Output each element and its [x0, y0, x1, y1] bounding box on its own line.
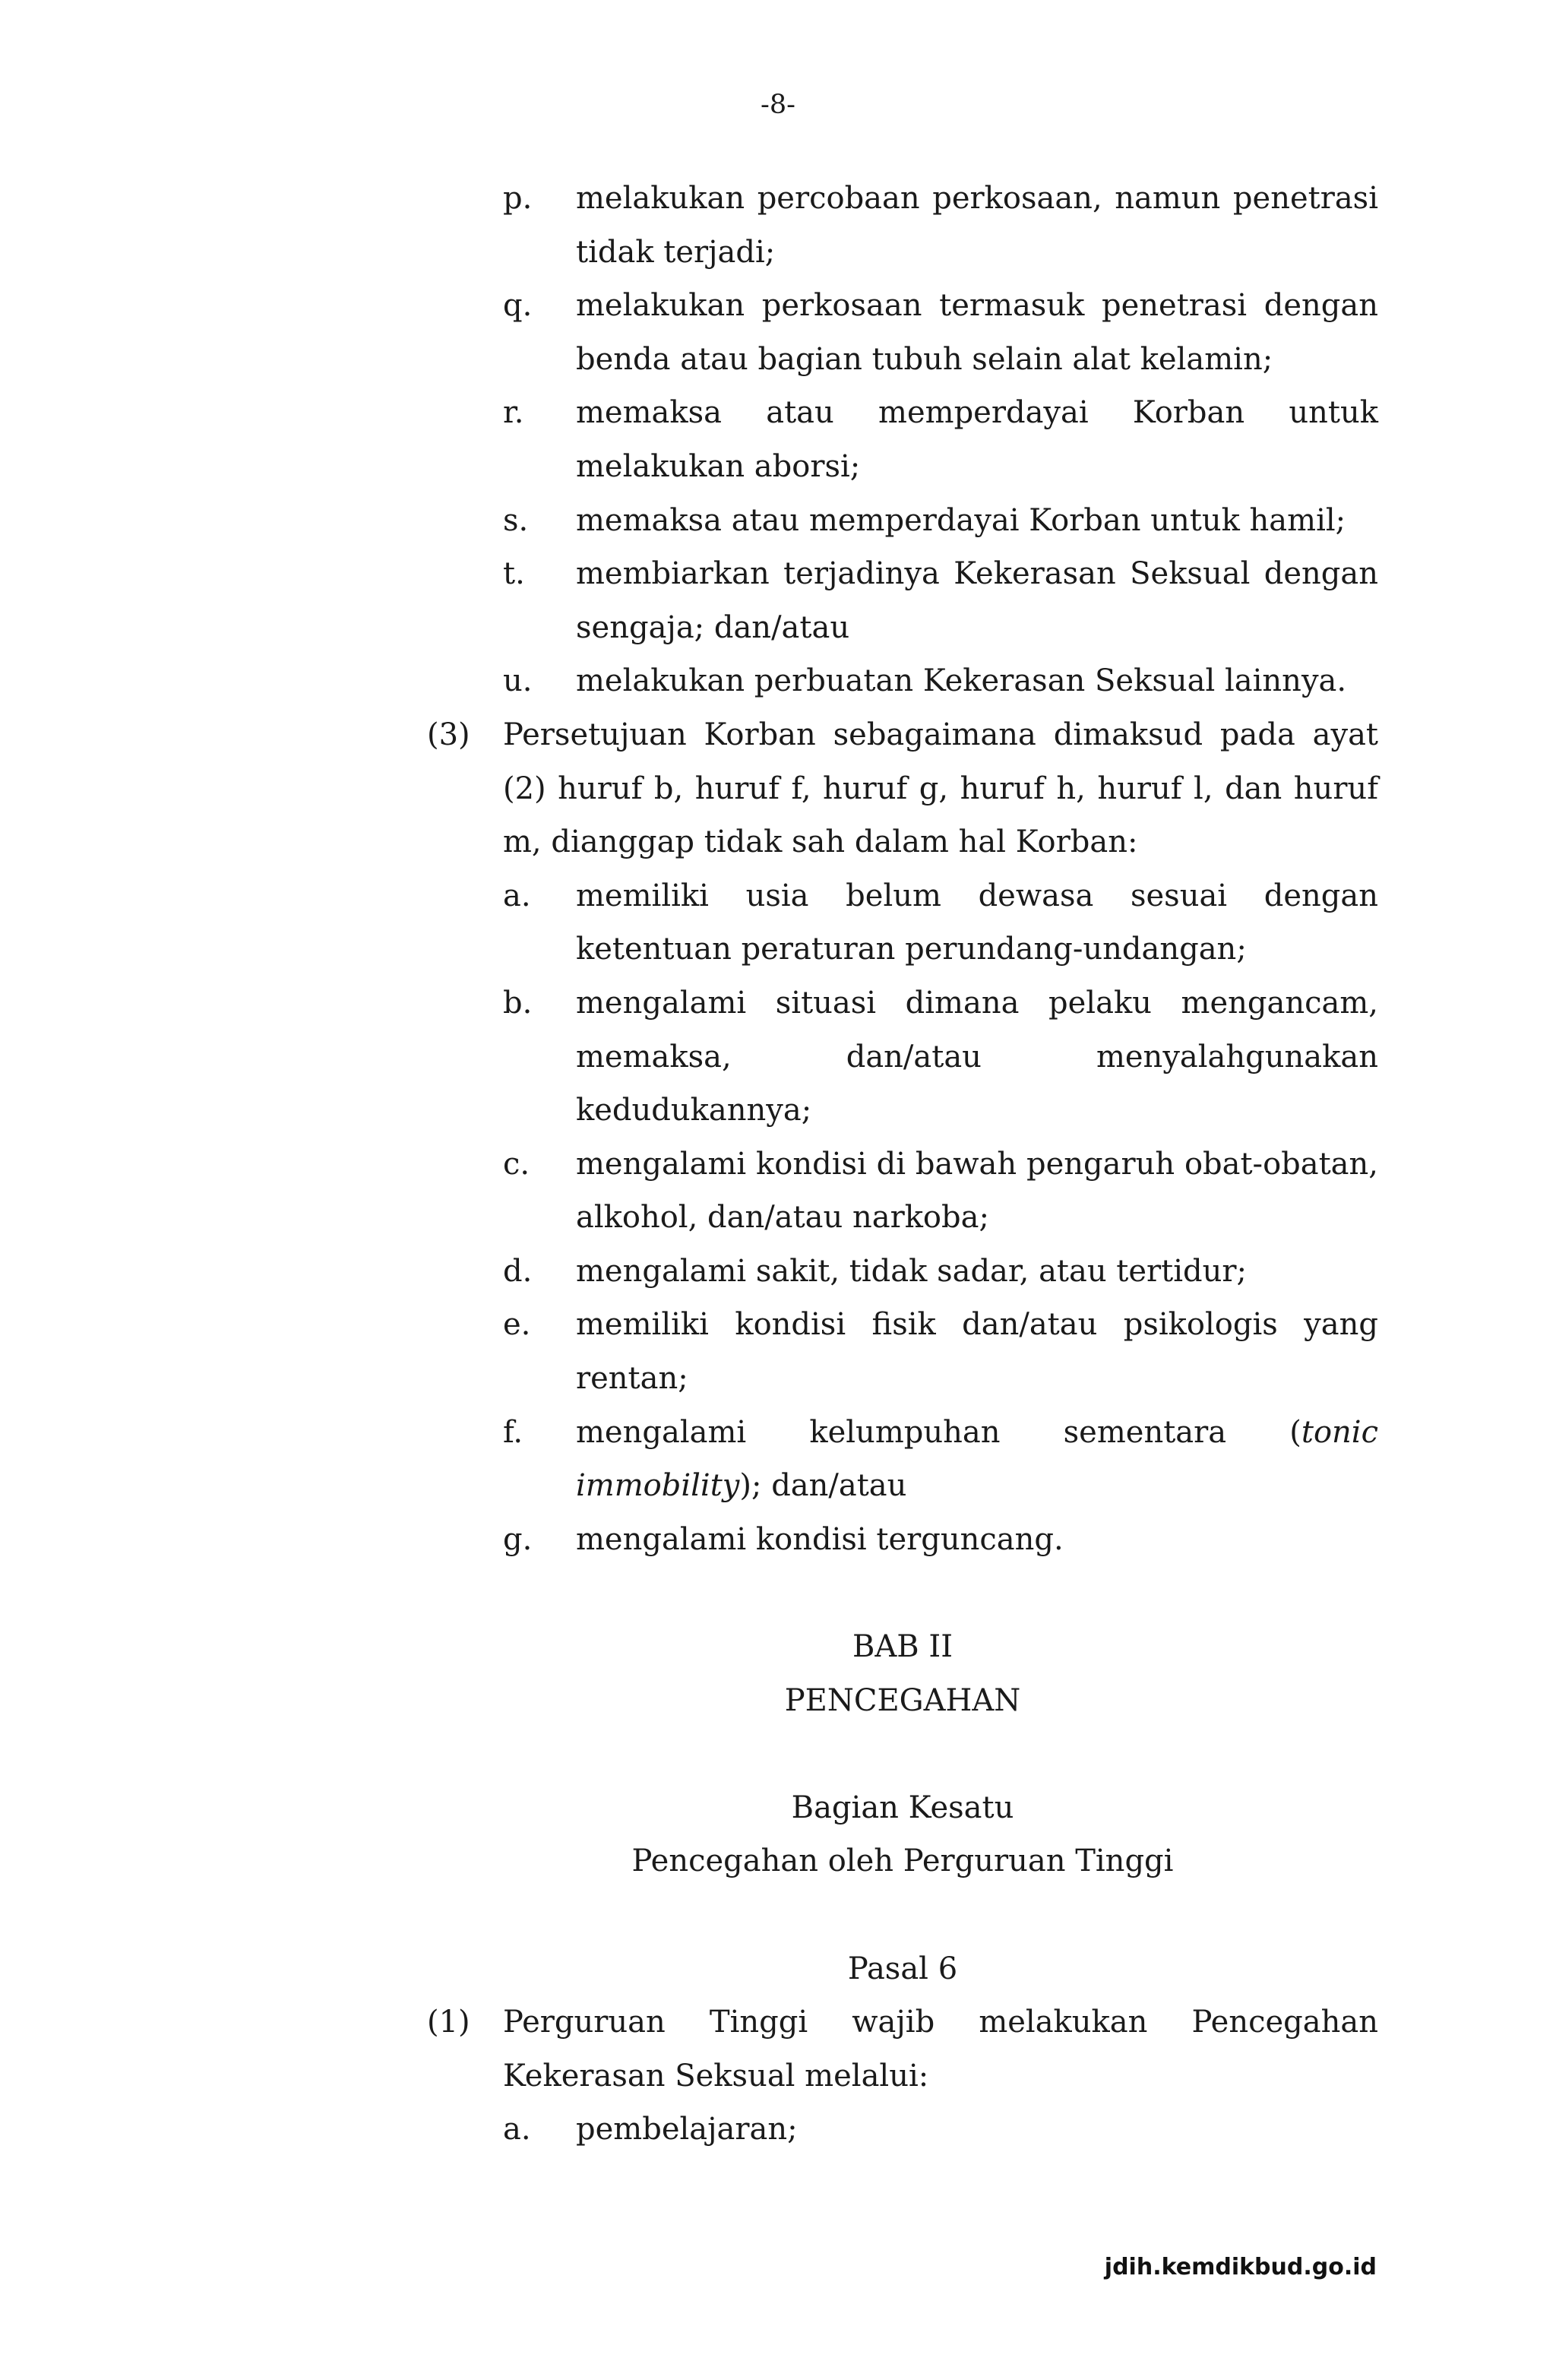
ayat-body	[503, 1995, 1378, 2157]
list-item	[503, 1513, 1378, 1567]
list-item-text: melakukan perbuatan Kekerasan Seksual lainnya.	[576, 663, 1347, 699]
list-item-letter: g.	[503, 1521, 533, 1557]
list-item-text: memaksa atau memperdayai Korban untuk melakukan aborsi;	[576, 395, 1378, 484]
ayat-text: Perguruan Tinggi wajib melakukan Pencegahan Kekerasan Seksual melalui:	[503, 2005, 1378, 2094]
page-number: -8-	[761, 90, 795, 120]
list-item	[503, 1406, 1378, 1513]
list-item-text: memiliki usia belum dewasa sesuai dengan ketentuan peraturan perundang-undangan;	[576, 878, 1378, 967]
chapter-subtitle: PENCEGAHAN	[784, 1682, 1021, 1718]
watermark: jdih.kemdikbud.go.id	[1104, 2254, 1377, 2280]
list-item-text: melakukan perkosaan termasuk penetrasi dengan benda atau bagian tubuh selain alat kelamin;	[576, 288, 1378, 377]
list-item-text: mengalami kondisi di bawah pengaruh obat-obatan, alkohol, dan/atau narkoba;	[576, 1146, 1378, 1236]
document-body	[427, 172, 1378, 2157]
list-item-letter: t.	[503, 556, 525, 592]
ayat-1	[427, 1995, 1378, 2157]
list-item	[503, 547, 1378, 654]
ayat-number: (3)	[427, 717, 470, 752]
list-item	[503, 494, 1378, 548]
list-item	[503, 1245, 1378, 1299]
list-item-letter: a.	[503, 878, 531, 913]
ayat-3-list	[503, 869, 1378, 1567]
list-item-letter: r.	[503, 395, 524, 431]
list-item-letter: e.	[503, 1307, 531, 1343]
list-item-letter: s.	[503, 502, 529, 538]
italic-term: tonic immobility	[576, 1414, 1378, 1504]
text-segment: mengalami kelumpuhan sementara (	[576, 1414, 1301, 1450]
list-item-letter: d.	[503, 1253, 533, 1289]
list-item-letter: c.	[503, 1146, 530, 1182]
ayat-body	[503, 708, 1378, 1567]
list-item	[503, 386, 1378, 493]
list-item	[503, 869, 1378, 976]
ayat-text: Persetujuan Korban sebagaimana dimaksud pada ayat (2) huruf b, huruf f, huruf g, huruf h, huruf l, dan huruf m, dianggap tidak sah dalam hal Korban:	[503, 717, 1378, 860]
list-item-text: memiliki kondisi fisik dan/atau psikologis yang rentan;	[576, 1307, 1378, 1397]
section-subtitle: Pencegahan oleh Perguruan Tinggi	[631, 1844, 1174, 1879]
list-item	[503, 1138, 1378, 1245]
chapter-title: BAB II	[852, 1629, 953, 1665]
list-item	[503, 172, 1378, 279]
continued-list	[503, 172, 1378, 708]
list-item	[503, 2103, 1378, 2157]
list-item-text: mengalami sakit, tidak sadar, atau tertidur;	[576, 1253, 1248, 1289]
list-item-letter: q.	[503, 288, 533, 324]
list-item-letter: a.	[503, 2112, 531, 2147]
list-item-text: memaksa atau memperdayai Korban untuk hamil;	[576, 502, 1346, 538]
article-title: Pasal 6	[847, 1951, 958, 1986]
text-segment: ); dan/atau	[739, 1468, 907, 1504]
ayat-number: (1)	[427, 2005, 470, 2040]
list-item	[503, 279, 1378, 386]
list-item-letter: b.	[503, 985, 533, 1021]
list-item	[503, 976, 1378, 1138]
list-item-letter: f.	[503, 1414, 523, 1450]
spacer	[427, 1566, 1378, 1620]
list-item	[503, 654, 1378, 708]
ayat-1-list	[503, 2103, 1378, 2157]
list-item-text: mengalami kondisi terguncang.	[576, 1521, 1064, 1557]
list-item	[503, 1298, 1378, 1405]
list-item-text: mengalami situasi dimana pelaku mengancam, memaksa, dan/atau menyalahgunakan kedudukannya;	[576, 985, 1378, 1128]
list-item-text: pembelajaran;	[576, 2112, 798, 2147]
ayat-3	[427, 708, 1378, 1567]
list-item-text: membiarkan terjadinya Kekerasan Seksual dengan sengaja; dan/atau	[576, 556, 1378, 645]
list-item-letter: u.	[503, 663, 533, 699]
list-item-text	[576, 1406, 1378, 1513]
spacer	[427, 1888, 1378, 1942]
list-item-text: melakukan percobaan perkosaan, namun penetrasi tidak terjadi;	[576, 181, 1378, 270]
list-item-letter: p.	[503, 181, 533, 216]
spacer	[427, 1727, 1378, 1781]
section-title: Bagian Kesatu	[791, 1790, 1014, 1825]
